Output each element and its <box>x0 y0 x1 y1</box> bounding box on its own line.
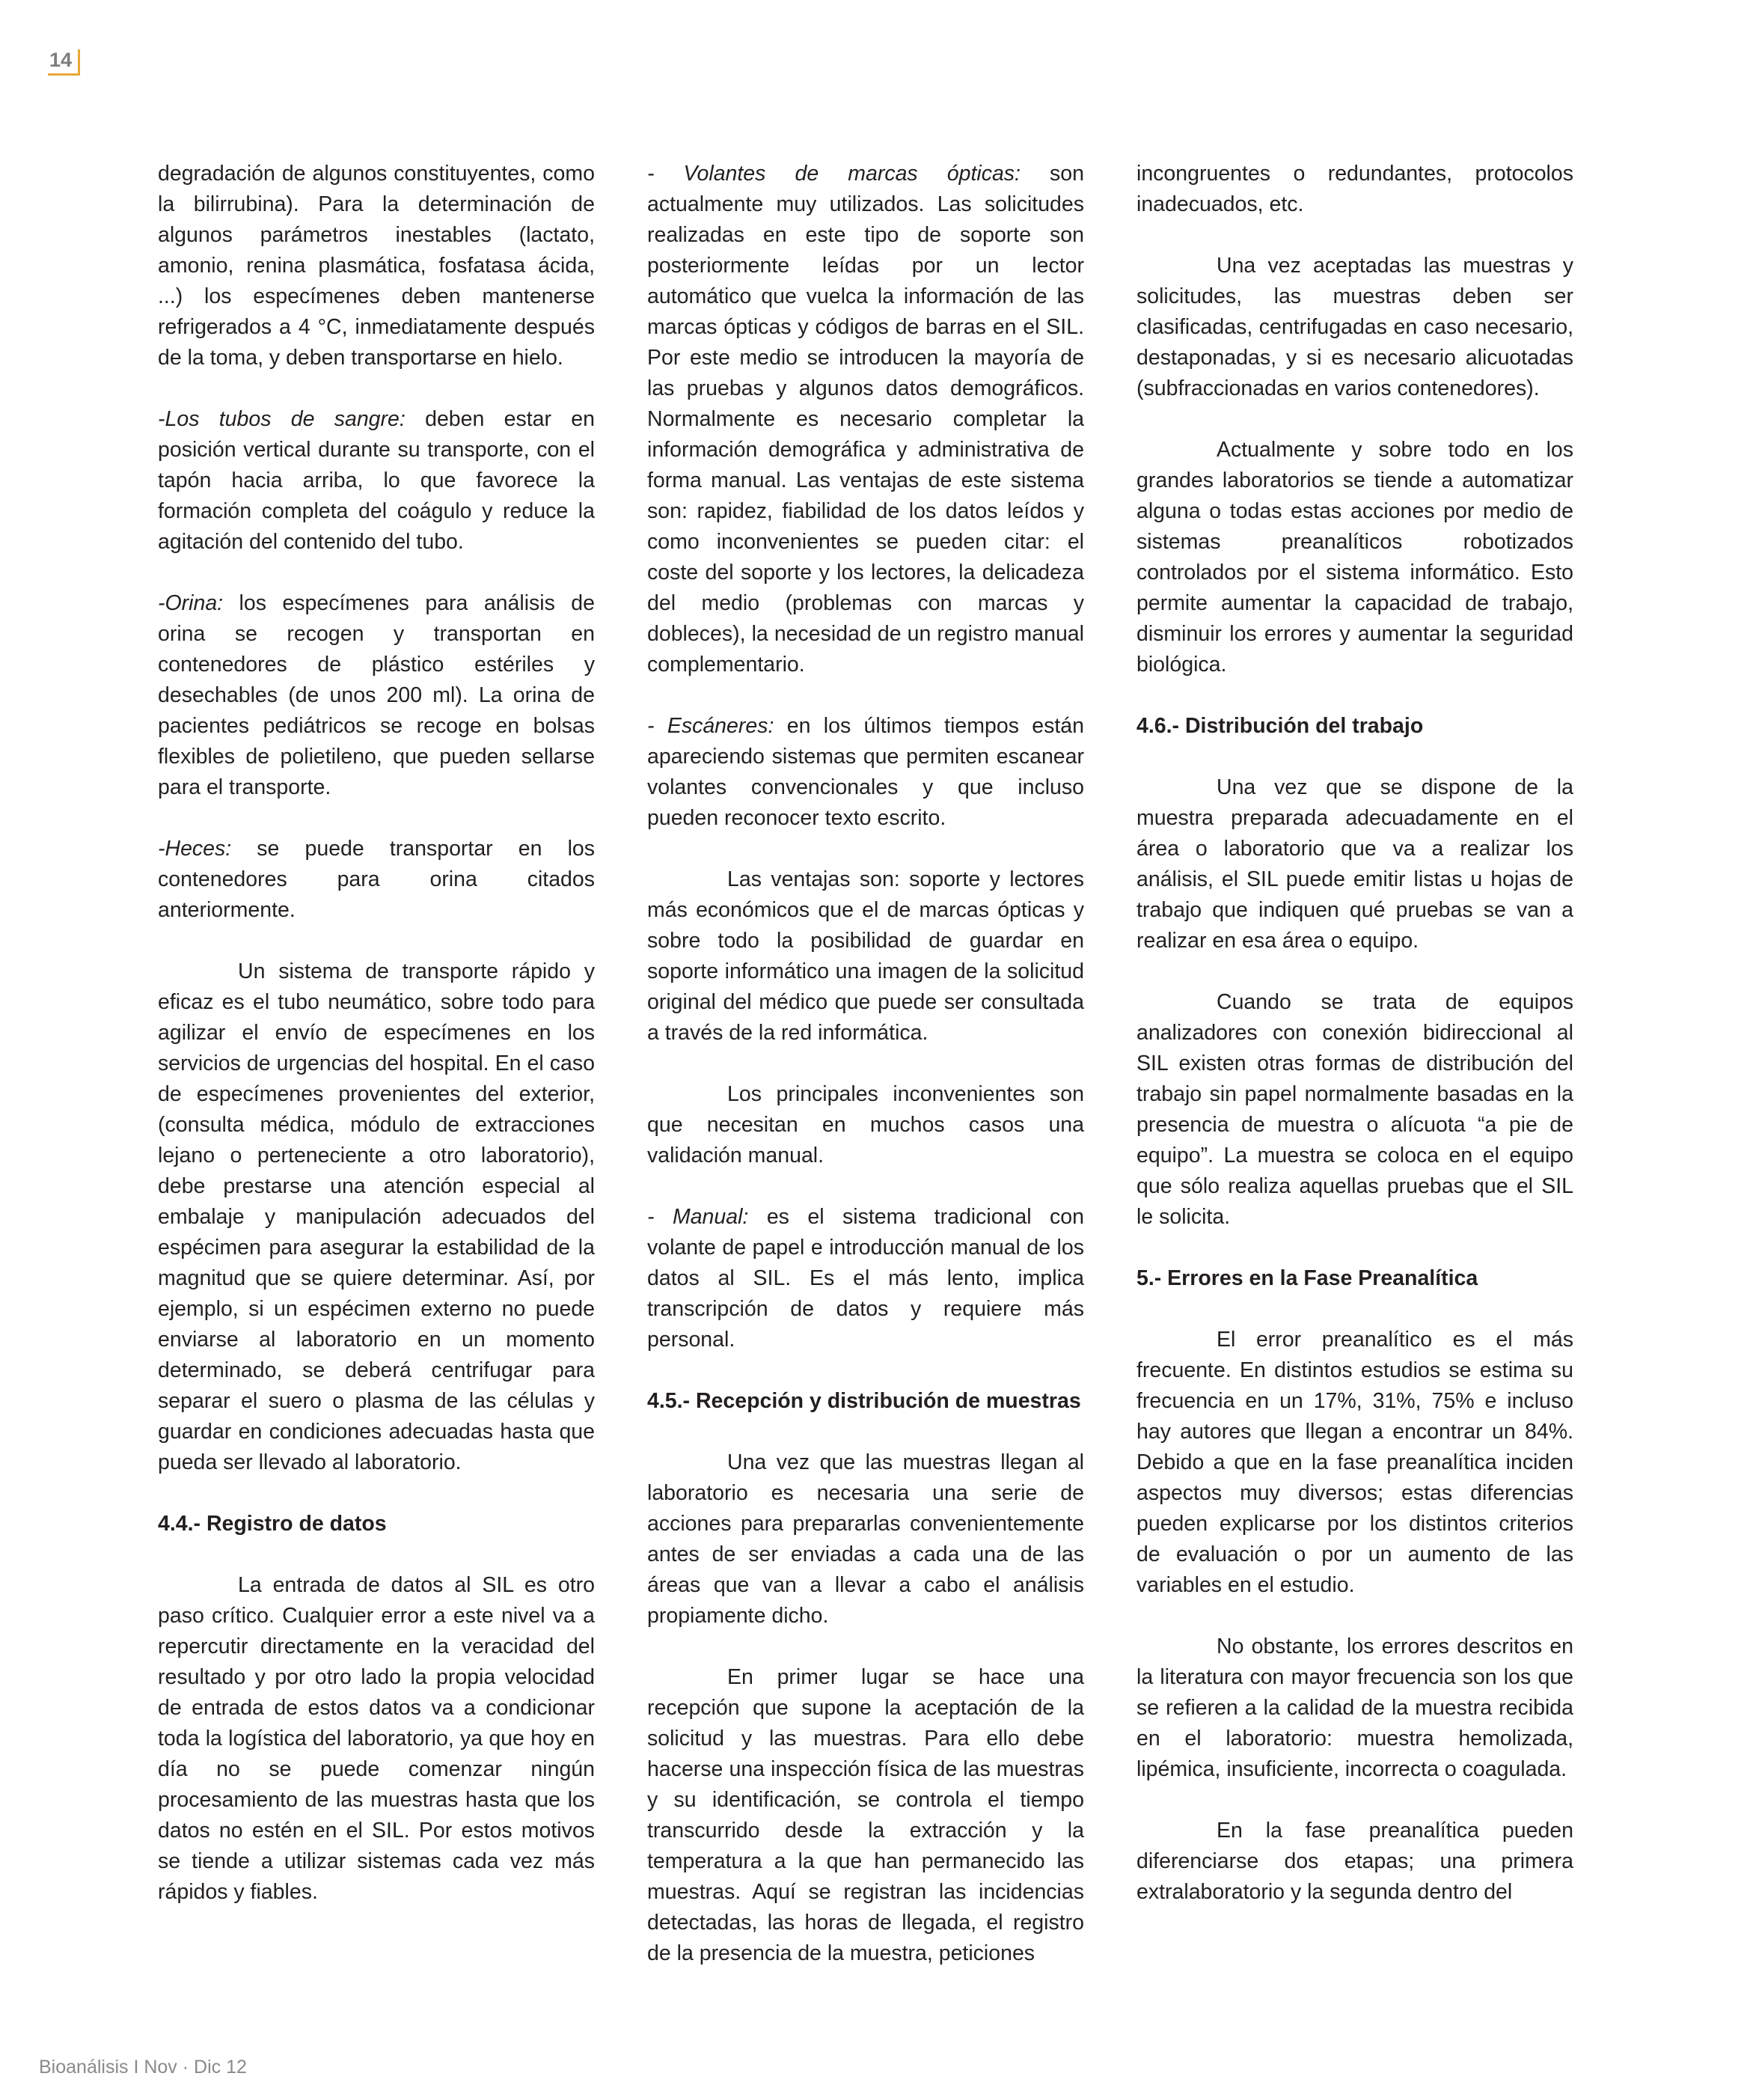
paragraph: incongruentes o redundantes, protocolos inadecuados, etc. <box>1136 162 1573 216</box>
paragraph-text: en los últimos tiempos están apareciendo sistemas que permiten escanear volantes convencionales y que incluso pueden reconocer texto escrito. <box>647 714 1084 830</box>
paragraph-lead: - Volantes de marcas ópticas: <box>647 162 1021 186</box>
paragraph-text: son actualmente muy utilizados. Las solicitudes realizadas en este tipo de soporte son posteriormente leídas por un lector automático que vuelca la información de las marcas ópticas y códigos de barras en el SIL. Por este medio se introducen la mayoría de las pruebas y algunos datos demográficos. Normalmente es necesario completar la información demográfica y administrativa de forma manual. Las ventajas de este sistema son: rapidez, fiabilidad de los datos leídos y como inconvenientes se pueden citar: el coste del soporte y los lectores, la delicadeza del medio (problemas con marcas y dobleces), la necesidad de un registro manual complementario. <box>647 162 1084 677</box>
paragraph: Una vez aceptadas las muestras y solicitudes, las muestras deben ser clasificadas, centrifugadas en caso necesario, destaponadas, y si es necesario alicuotadas (subfraccionadas en varios contenedores). <box>1136 254 1573 400</box>
paragraph: La entrada de datos al SIL es otro paso crítico. Cualquier error a este nivel va a repercutir directamente en la veracidad del resultado y por otro lado la propia velocidad de entrada de estos datos va a condicionar toda la logística del laboratorio, ya que hoy en día no se puede comenzar ningún procesamiento de las muestras hasta que los datos no estén en el SIL. Por estos motivos se tiende a utilizar sistemas cada vez más rápidos y fiables. <box>158 1573 595 1904</box>
paragraph-lead: - Escáneres: <box>647 714 774 738</box>
paragraph <box>647 1202 1084 1355</box>
paragraph: No obstante, los errores descritos en la literatura con mayor frecuencia son los que se refieren a la calidad de la muestra recibida en el laboratorio: muestra hemolizada, lipémica, insuficiente, incorrecta o coagulada. <box>1136 1634 1573 1781</box>
column-2 <box>647 159 1084 2000</box>
section-heading: 5.- Errores en la Fase Preanalítica <box>1136 1266 1478 1290</box>
paragraph <box>158 834 595 926</box>
paragraph: Una vez que se dispone de la muestra preparada adecuadamente en el área o laboratorio que va a realizar los análisis, el SIL puede emitir listas u hojas de trabajo que indiquen qué pruebas se van a realizar en esa área o equipo. <box>1136 775 1573 953</box>
paragraph <box>647 711 1084 834</box>
paragraph <box>158 588 595 803</box>
paragraph-text: los especímenes para análisis de orina se recogen y transportan en contenedores de plástico estériles y desechables (de unos 200 ml). La orina de pacientes pediátricos se recoge en bolsas flexibles de polietileno, que pueden sellarse para el transporte. <box>158 591 595 799</box>
section-heading: 4.4.- Registro de datos <box>158 1512 387 1536</box>
footer-publication: Bioanálisis I Nov · Dic 12 <box>39 2057 247 2078</box>
paragraph-lead: - Manual: <box>647 1205 749 1229</box>
paragraph: En la fase preanalítica pueden diferenciarse dos etapas; una primera extralaboratorio y la segunda dentro del <box>1136 1819 1573 1904</box>
paragraph: Actualmente y sobre todo en los grandes laboratorios se tiende a automatizar alguna o todas estas acciones por medio de sistemas preanalíticos robotizados controlados por el sistema informático. Esto permite aumentar la capacidad de trabajo, disminuir los errores y aumentar la seguridad biológica. <box>1136 438 1573 677</box>
paragraph-text: es el sistema tradicional con volante de papel e introducción manual de los datos al SIL. Es el más lento, implica transcripción de datos y requiere más personal. <box>647 1205 1085 1352</box>
paragraph-text: deben estar en posición vertical durante su transporte, con el tapón hacia arriba, lo que favorece la formación completa del coágulo y reduce la agitación del contenido del tubo. <box>158 407 595 554</box>
paragraph-text: se puede transportar en los contenedores para orina citados anteriormente. <box>158 837 595 922</box>
paragraph: Una vez que las muestras llegan al laboratorio es necesaria una serie de acciones para prepararlas convenientemente antes de ser enviadas a cada una de las áreas que van a llevar a cabo el análisis propiamente dicho. <box>647 1450 1084 1628</box>
paragraph: degradación de algunos constituyentes, como la bilirrubina). Para la determinación de algunos parámetros inestables (lactato, amonio, renina plasmática, fosfatasa ácida, ...) los especímenes deben mantenerse refrigerados a 4 °C, inmediatamente después de la toma, y deben transportarse en hielo. <box>158 162 595 370</box>
paragraph-lead: -Los tubos de sangre: <box>158 407 406 431</box>
page-number: 14 <box>48 49 80 76</box>
column-1 <box>158 159 595 1938</box>
column-3 <box>1136 159 1573 1938</box>
section-heading: 4.5.- Recepción y distribución de muestras <box>647 1389 1081 1413</box>
paragraph: Las ventajas son: soporte y lectores más económicos que el de marcas ópticas y sobre todo la posibilidad de guardar en soporte informático una imagen de la solicitud original del médico que puede ser consultada a través de la red informática. <box>647 867 1084 1045</box>
paragraph: Un sistema de transporte rápido y eficaz es el tubo neumático, sobre todo para agilizar el envío de especímenes en los servicios de urgencias del hospital. En el caso de especímenes provenientes del exterior, (consulta médica, módulo de extracciones lejano o perteneciente a otro laboratorio), debe prestarse una atención especial al embalaje y manipulación adecuados del espécimen para asegurar la estabilidad de la magnitud que se quiere determinar. Así, por ejemplo, si un espécimen externo no puede enviarse al laboratorio en un momento determinado, se deberá centrifugar para separar el suero o plasma de las células y guardar en condiciones adecuadas hasta que pueda ser llevado al laboratorio. <box>158 959 595 1474</box>
paragraph-lead: -Heces: <box>158 837 232 861</box>
paragraph-lead: -Orina: <box>158 591 224 615</box>
paragraph <box>647 159 1084 680</box>
paragraph <box>158 404 595 558</box>
paragraph: En primer lugar se hace una recepción que supone la aceptación de la solicitud y las muestras. Para ello debe hacerse una inspección física de las muestras y su identificación, se controla el tiempo transcurrido desde la extracción y la temperatura a la que han permanecido las muestras. Aquí se registran las incidencias detectadas, las horas de llegada, el registro de la presencia de la muestra, peticiones <box>647 1665 1084 1965</box>
paragraph: Los principales inconvenientes son que necesitan en muchos casos una validación manual. <box>647 1082 1084 1167</box>
section-heading: 4.6.- Distribución del trabajo <box>1136 714 1424 738</box>
paragraph: El error preanalítico es el más frecuente. En distintos estudios se estima su frecuencia en un 17%, 31%, 75% e incluso hay autores que llegan a encontrar un 84%. Debido a que en la fase preanalítica inciden aspectos muy diversos; estas diferencias pueden explicarse por los distintos criterios de evaluación o por un aumento de las variables en el estudio. <box>1136 1328 1573 1597</box>
paragraph: Cuando se trata de equipos analizadores con conexión bidireccional al SIL existen otras formas de distribución del trabajo sin papel normalmente basadas en la presencia de muestra o alícuota “a pie de equipo”. La muestra se coloca en el equipo que sólo realiza aquellas pruebas que el SIL le solicita. <box>1136 990 1573 1229</box>
